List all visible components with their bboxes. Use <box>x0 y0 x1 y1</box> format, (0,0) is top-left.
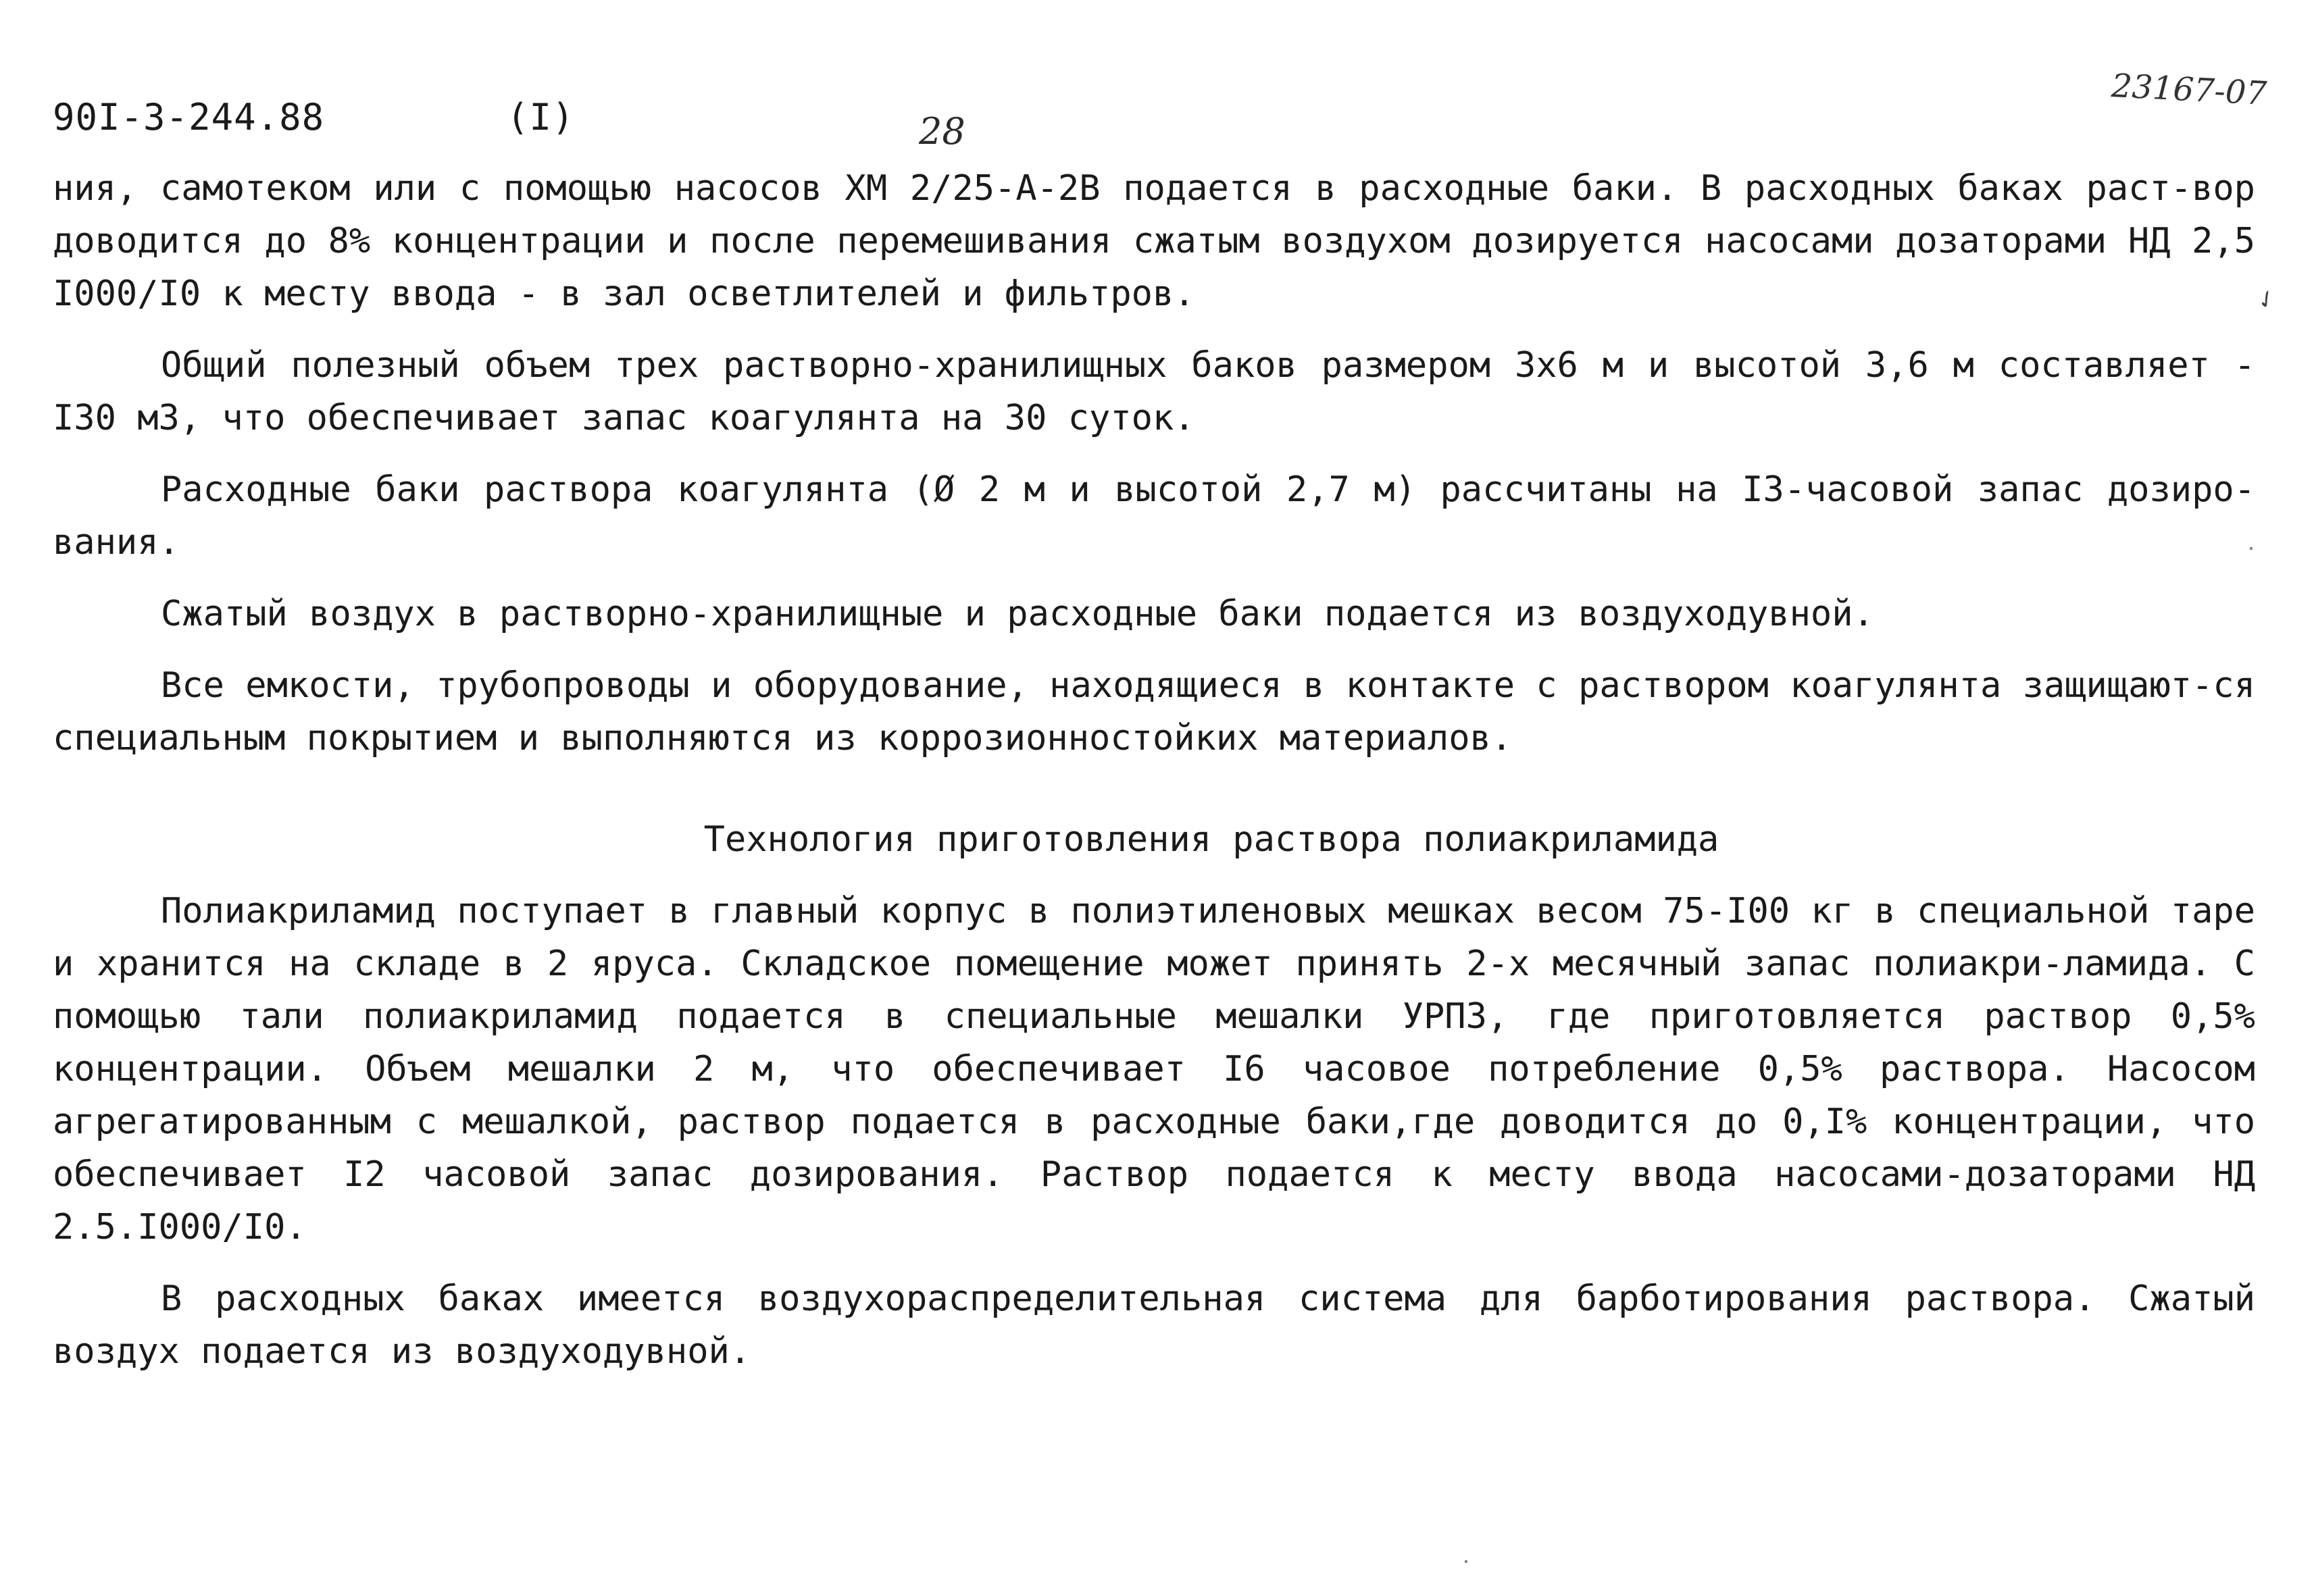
paragraph: Общий полезный объем трех растворно-хранилищных баков размером 3х6 м и высотой 3,6 м составляет - I30 м3, что обеспечивает запас коагулянта на 30 суток. <box>53 345 2255 438</box>
document-body <box>53 162 2255 1397</box>
paragraph: Сжатый воздух в растворно-хранилищные и расходные баки подается из воздуходувной. <box>161 594 1874 634</box>
document-number: 90I-3-244.88 <box>53 96 325 138</box>
paragraph: В расходных баках имеется воздухораспределительная система для барботирования раствора. Сжатый воздух подается из воздуходувной. <box>53 1279 2255 1372</box>
section-title: Технология приготовления раствора полиакриламида <box>703 819 1719 860</box>
margin-tick-mark: ✓ <box>2251 282 2281 317</box>
paragraph: Полиакриламид поступает в главный корпус в полиэтиленовых мешках весом 75-I00 кг в специальной таре и хранится на складе в 2 яруса. Складское помещение может принять 2-х месячный запас полиакри-ламида. С помощью тали полиакриламид подается в специальные мешалки УРПЗ, где приготовляется раствор 0,5% концентрации. Объем мешалки 2 м, что обеспечивает I6 часовое потребление 0,5% раствора. Насосом агрегатированным с мешалкой, раствор подается в расходные баки,где доводится до 0,I% концентрации, что обеспечивает I2 часовой запас дозирования. Раствор подается к месту ввода насосами-дозаторами НД 2.5.I000/I0. <box>53 891 2255 1247</box>
document-part: (I) <box>507 96 575 138</box>
sheet-reference: 23167-07 <box>2110 67 2268 113</box>
footer-dot <box>1465 1560 1467 1563</box>
paragraph-continuation: ния, самотеком или с помощью насосов ХМ 2/25-А-2В подается в расходные баки. В расходных баках раст-вор доводится до 8% концентрации и после перемешивания сжатым воздухом дозируется насосами дозаторами НД 2,5 I000/I0 к месту ввода - в зал осветлителей и фильтров. <box>53 168 2255 314</box>
paragraph: Все емкости, трубопроводы и оборудование, находящиеся в контакте с раствором коагулянта защищают-ся специальным покрытием и выполняются из коррозионностойких материалов. <box>53 665 2255 758</box>
paragraph: Расходные баки раствора коагулянта (Ø 2 м и высотой 2,7 м) рассчитаны на I3-часовой запас дозиро-вания. <box>53 469 2255 563</box>
page-number: 28 <box>919 110 965 153</box>
